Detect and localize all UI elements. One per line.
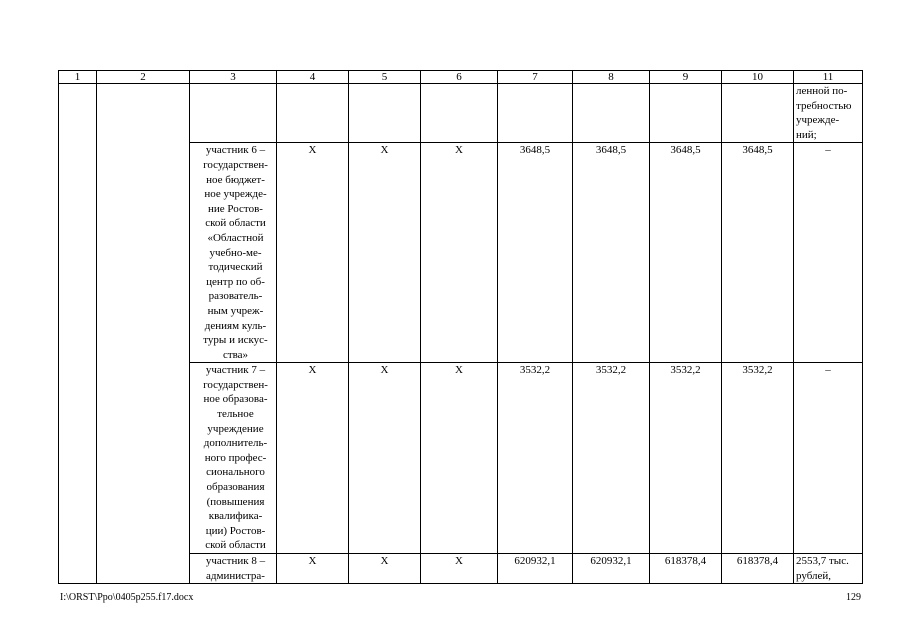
text-line: дополнитель-: [203, 437, 268, 450]
text-line: участник 8 –: [205, 555, 266, 567]
cell-col10: [722, 84, 794, 143]
text-line: тодический: [208, 261, 263, 274]
column-header: 9: [650, 71, 722, 84]
text-line: требностью: [796, 99, 852, 112]
text-line: ний;: [796, 128, 817, 141]
cell-col4: [277, 84, 349, 143]
text-line: дениям куль-: [204, 319, 267, 332]
cell-col9: [650, 84, 722, 143]
text-line: 2553,7 тыс.: [796, 555, 849, 567]
file-path: I:\ORST\Ppo\0405p255.f17.docx: [60, 592, 194, 603]
column-header: 6: [421, 71, 498, 84]
text-line: участник 6 –: [205, 144, 266, 157]
text-line: ное образова-: [203, 393, 268, 406]
text-line: –: [825, 144, 831, 157]
cell-participant: [190, 84, 277, 143]
cell-col6: [421, 84, 498, 143]
cell-col4: Х: [277, 554, 349, 584]
cell-participant: [190, 363, 277, 554]
column-header: 7: [498, 71, 573, 84]
text-line: тельное: [217, 408, 254, 421]
text-line: ного профес-: [204, 451, 267, 464]
column-header: 5: [349, 71, 421, 84]
page-number: 129: [846, 592, 861, 603]
document-table: [58, 70, 863, 584]
cell-col8: [573, 84, 650, 143]
cell-col9: 618378,4: [650, 554, 722, 584]
header-row: [59, 71, 863, 84]
cell-col5: Х: [349, 363, 421, 554]
cell-col6: Х: [421, 143, 498, 363]
cell-col8: 3648,5: [573, 143, 650, 363]
cell-col10: 3648,5: [722, 143, 794, 363]
text-line: ленной по-: [796, 85, 848, 97]
text-line: администра-: [206, 569, 265, 582]
column-header: 11: [794, 71, 863, 84]
text-line: ние Ростов-: [208, 202, 263, 215]
cell-col2: [97, 84, 190, 584]
cell-col4: Х: [277, 143, 349, 363]
text-line: сионального: [206, 466, 265, 479]
table-row: [59, 84, 863, 143]
text-line: учрежде-: [796, 114, 840, 127]
cell-col8: 620932,1: [573, 554, 650, 584]
cell-col10: 3532,2: [722, 363, 794, 554]
cell-col7: 3648,5: [498, 143, 573, 363]
cell-col11: [794, 554, 863, 584]
cell-col6: Х: [421, 554, 498, 584]
cell-col1: [59, 84, 97, 584]
cell-col5: Х: [349, 143, 421, 363]
text-line: государствен-: [203, 378, 268, 391]
cell-col9: 3532,2: [650, 363, 722, 554]
cell-col11: [794, 363, 863, 554]
text-line: «Областной: [207, 231, 264, 244]
text-line: –: [825, 364, 831, 377]
cell-col6: Х: [421, 363, 498, 554]
cell-col7: [498, 84, 573, 143]
text-line: ства»: [222, 348, 249, 361]
cell-col11: [794, 143, 863, 363]
column-header: 3: [190, 71, 277, 84]
text-line: центр по об-: [206, 275, 265, 288]
cell-col7: 3532,2: [498, 363, 573, 554]
text-line: туры и искус-: [203, 334, 268, 347]
text-line: ное учрежде-: [204, 188, 267, 201]
text-line: квалифика-: [208, 510, 263, 523]
text-line: государствен-: [203, 158, 268, 171]
text-line: образования: [206, 481, 265, 494]
cell-col4: Х: [277, 363, 349, 554]
text-line: разователь-: [208, 290, 263, 303]
cell-col7: 620932,1: [498, 554, 573, 584]
column-header: 8: [573, 71, 650, 84]
column-header: 10: [722, 71, 794, 84]
cell-col9: 3648,5: [650, 143, 722, 363]
cell-participant: [190, 143, 277, 363]
text-line: ской области: [205, 217, 266, 230]
cell-col10: 618378,4: [722, 554, 794, 584]
cell-col5: [349, 84, 421, 143]
column-header: 2: [97, 71, 190, 84]
text-line: ции) Ростов-: [205, 524, 266, 537]
text-line: учреждение: [207, 422, 264, 435]
cell-col5: Х: [349, 554, 421, 584]
cell-participant: [190, 554, 277, 584]
text-line: ным учреж-: [207, 304, 264, 317]
text-line: ской области: [205, 539, 266, 552]
cell-col8: 3532,2: [573, 363, 650, 554]
text-line: учебно-ме-: [209, 246, 262, 259]
column-header: 4: [277, 71, 349, 84]
column-header: 1: [59, 71, 97, 84]
cell-col11: [794, 84, 863, 143]
text-line: рублей,: [796, 569, 832, 582]
text-line: ное бюджет-: [206, 173, 265, 186]
text-line: участник 7 –: [205, 364, 266, 377]
text-line: (повышения: [206, 495, 265, 508]
